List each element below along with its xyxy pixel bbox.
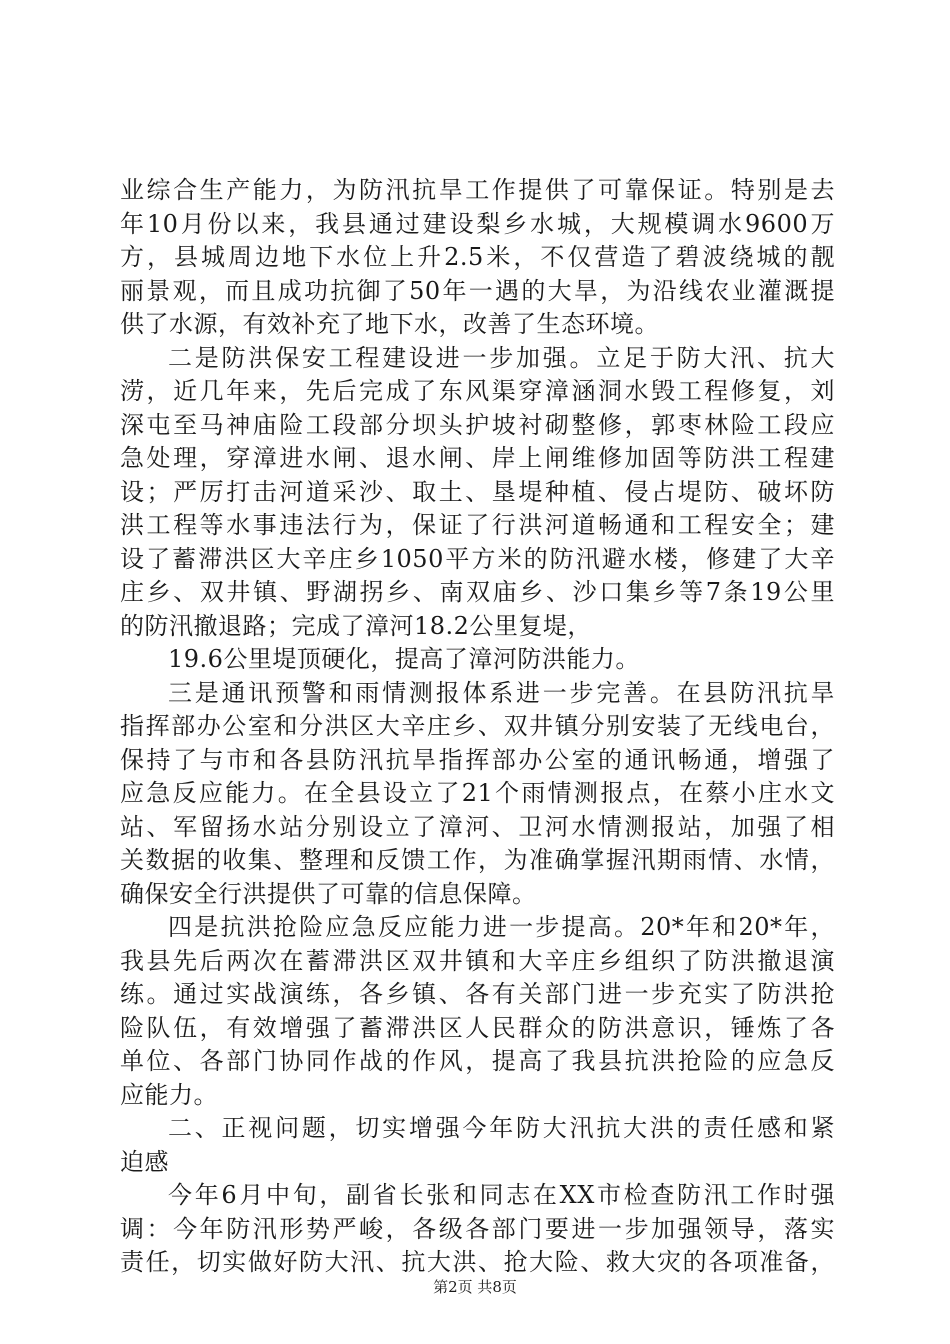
text-line: 设了蓄滞洪区大辛庄乡1050平方米的防汛避水楼，修建了大辛 [120, 544, 835, 573]
text-line: 今年6月中旬，副省长张和同志在XX市检查防汛工作时强 [168, 1181, 835, 1209]
text-line: 指挥部办公室和分洪区大辛庄乡、双井镇分别安装了无线电台， [120, 712, 835, 740]
text-line: 设；严厉打击河道采沙、取土、垦堤种植、侵占堤防、破坏防 [120, 477, 835, 506]
text-line: 丽景观，而且成功抗御了50年一遇的大旱，为沿线农业灌溉提 [120, 276, 835, 305]
text-line: 单位、各部门协同作战的作风，提高了我县抗洪抢险的应急反 [120, 1047, 835, 1075]
text-line: 洪工程等水事违法行为，保证了行洪河道畅通和工程安全；建 [120, 511, 835, 539]
text-line: 我县先后两次在蓄滞洪区双井镇和大辛庄乡组织了防洪撤退演 [120, 946, 835, 975]
document-body [120, 174, 835, 1280]
text-line: 深屯至马神庙险工段部分坝头护坡衬砌整修，郭枣林险工段应 [120, 410, 835, 439]
text-line: 年10月份以来，我县通过建设梨乡水城，大规模调水9600万 [120, 209, 835, 238]
text-line: 庄乡、双井镇、野湖拐乡、南双庙乡、沙口集乡等7条19公里 [120, 578, 835, 606]
text-line: 险队伍，有效增强了蓄滞洪区人民群众的防洪意识，锤炼了各 [120, 1013, 835, 1042]
text-line: 保持了与市和各县防汛抗旱指挥部办公室的通讯畅通，增强了 [120, 745, 835, 774]
text-line: 方，县城周边地下水位上升2.5米，不仅营造了碧波绕城的靓 [120, 243, 835, 271]
text-line: 19.6公里堤顶硬化，提高了漳河防洪能力。 [168, 645, 640, 673]
text-line: 涝，近几年来，先后完成了东风渠穿漳涵洞水毁工程修复，刘 [120, 377, 835, 405]
text-line: 二是防洪保安工程建设进一步加强。立足于防大汛、抗大 [168, 343, 835, 372]
text-line: 应急反应能力。在全县设立了21个雨情测报点，在蔡小庄水文 [120, 779, 835, 807]
text-line: 迫感 [120, 1147, 169, 1176]
text-line: 急处理，穿漳进水闸、退水闸、岸上闸维修加固等防洪工程建 [120, 444, 835, 472]
text-line: 供了水源，有效补充了地下水，改善了生态环境。 [120, 310, 659, 338]
text-line: 站、军留扬水站分别设立了漳河、卫河水情测报站，加强了相 [120, 812, 835, 841]
text-line: 业综合生产能力，为防汛抗旱工作提供了可靠保证。特别是去 [120, 176, 835, 204]
text-line: 应能力。 [120, 1080, 218, 1109]
text-line: 四是抗洪抢险应急反应能力进一步提高。20*年和20*年， [168, 913, 835, 941]
text-line: 责任，切实做好防大汛、抗大洪、抢大险、救大灾的各项准备， [120, 1248, 835, 1276]
text-line: 调：今年防汛形势严峻，各级各部门要进一步加强领导，落实 [120, 1214, 835, 1243]
text-line: 确保安全行洪提供了可靠的信息保障。 [120, 879, 537, 908]
text-line: 二、正视问题，切实增强今年防大汛抗大洪的责任感和紧 [168, 1114, 835, 1142]
text-line: 的防汛撤退路；完成了漳河18.2公里复堤， [120, 611, 592, 640]
page-footer: 第2页 共8页 [433, 1278, 517, 1296]
text-line: 练。通过实战演练，各乡镇、各有关部门进一步充实了防洪抢 [120, 980, 835, 1008]
text-line: 三是通讯预警和雨情测报体系进一步完善。在县防汛抗旱 [168, 678, 835, 707]
text-line: 关数据的收集、整理和反馈工作，为准确掌握汛期雨情、水情， [120, 846, 835, 874]
